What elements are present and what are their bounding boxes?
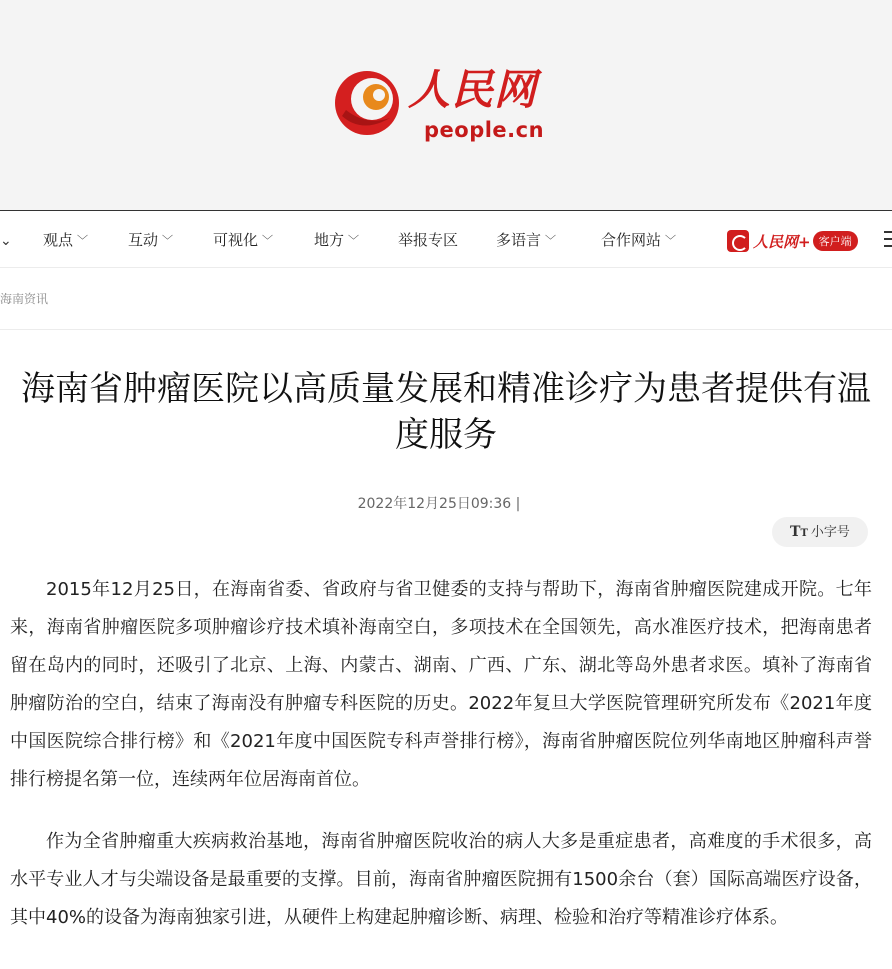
app-tag: 客户端 <box>813 231 858 251</box>
people-app-icon <box>727 230 749 252</box>
chevron-down-icon: ﹀ <box>77 234 89 247</box>
menu-icon[interactable] <box>884 231 892 249</box>
nav-item-local[interactable]: 地方 ﹀ <box>314 211 359 269</box>
site-logo[interactable] <box>332 62 547 150</box>
breadcrumb[interactable]: 海南资讯 <box>0 292 49 306</box>
font-size-button[interactable]: TT 小字号 <box>772 517 868 547</box>
chevron-down-icon: ﹀ <box>665 234 677 247</box>
chevron-down-icon: ﹀ <box>545 234 557 247</box>
article-paragraph: 2015年12月25日，在海南省委、省政府与省卫健委的支持与帮助下，海南省肿瘤医院建成开院。七年来，海南省肿瘤医院多项肿瘤诊疗技术填补海南空白，多项技术在全国领先，高水准医疗技术，把海南患者留在岛内的同时，还吸引了北京、上海、内蒙古、湖南、广西、广东、湖北等岛外患者求医。填补了海南省肿瘤防治的空白，结束了海南没有肿瘤专科医院的历史。2022年复旦大学医院管理研究所发布《2021年度中国医院综合排行榜》和《2021年度中国医院专科声誉排行榜》，海南省肿瘤医院位列华南地区肿瘤科声誉排行榜提名第一位，连续两年位居海南首位。 <box>10 579 872 790</box>
article-body <box>10 571 872 961</box>
app-download-link[interactable] <box>727 229 858 253</box>
nav-item-partners[interactable]: 合作网站 ﹀ <box>601 211 676 269</box>
chevron-down-icon[interactable]: ⌄ <box>0 233 12 249</box>
article-title: 海南省肿瘤医院以高质量发展和精准诊疗为患者提供有温度服务 <box>21 369 871 455</box>
nav-item-report[interactable]: 举报专区 <box>398 231 459 249</box>
chevron-down-icon: ﹀ <box>262 234 274 247</box>
text-size-icon: TT <box>790 524 808 540</box>
divider <box>0 329 892 330</box>
app-name: 人民网+ <box>753 232 811 251</box>
main-nav <box>0 210 892 268</box>
people-logo-icon <box>332 68 402 138</box>
site-header <box>0 0 892 210</box>
nav-item-interaction[interactable]: 互动 ﹀ <box>128 211 173 269</box>
logo-domain: people.cn <box>424 118 545 142</box>
chevron-down-icon: ﹀ <box>348 234 360 247</box>
chevron-down-icon: ﹀ <box>162 234 174 247</box>
nav-item-visualization[interactable]: 可视化 ﹀ <box>213 211 273 269</box>
logo-name-cn: 人民网 <box>408 65 538 114</box>
nav-item-languages[interactable]: 多语言 ﹀ <box>496 211 556 269</box>
nav-item-opinion[interactable]: 观点 ﹀ <box>43 211 88 269</box>
article-paragraph: 作为全省肿瘤重大疾病救治基地，海南省肿瘤医院收治的病人大多是重症患者，高难度的手术很多，高水平专业人才与尖端设备是最重要的支撑。目前，海南省肿瘤医院拥有1500余台（套）国际高端医疗设备，其中40%的设备为海南独家引进，从硬件上构建起肿瘤诊断、病理、检验和治疗等精准诊疗体系。 <box>10 831 872 928</box>
article-date: 2022年12月25日09:36 | <box>357 496 521 512</box>
